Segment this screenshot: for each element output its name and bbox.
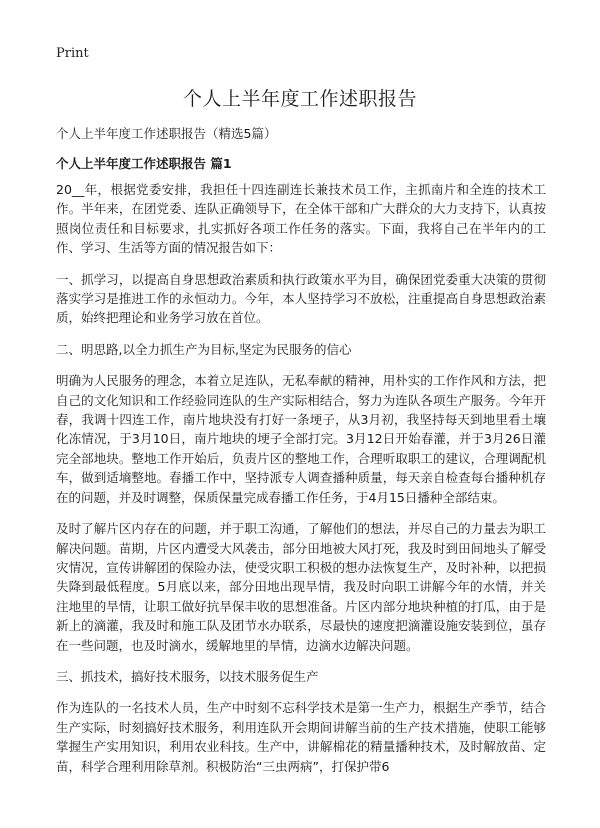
document-title: 个人上半年度工作述职报告 bbox=[182, 88, 417, 110]
paragraph-problems: 及时了解片区内存在的问题，并于职工沟通，了解他们的想法，并尽自己的力量去为职工解决问题。苗期，片区内遭受大风袭击，部分田地被大风打死，我及时到田间地头了解受灾情况，宣传讲解团的保险办法，使受灾职工积极的想办法恢复生产，及时补种，以把损失降到最低程度。5月底以来，部分田地出现旱情，我及时向职工讲解今年的水情，并关注地里的旱情，让职工做好抗旱保丰收的思想准备。片区内部分地块种植的打瓜，由于是新上的滴灌，我及时和施工队及团节水办联系，尽最快的速度把滴灌设施安装到位，虽存在一些问题，也及时滴水，缓解地里的旱情，边滴水边解决问题。 bbox=[56, 521, 546, 653]
print-label: Print bbox=[56, 46, 89, 61]
paragraph-intro: 20__年，根据党委安排，我担任十四连副连长兼技术员工作，主抓南片和全连的技术工作。半年来，在团党委、连队正确领导下，在全体干部和广大群众的大力支持下，认真按照岗位责任和目标要求，扎实抓好各项工作任务的落实。下面，我将自己在半年内的工作、学习、生活等方面的情况报告如下： bbox=[56, 182, 546, 256]
paragraph-study: 一、抓学习，以提高自身思想政治素质和执行政策水平为目，确保团党委重大决策的贯彻落实学习是推进工作的永恒动力。今年，本人坚持学习不放松，注重提高自身思想政治素质，始终把理论和业务学习放在首位。 bbox=[56, 271, 546, 326]
paragraph-heading-two: 二、明思路,以全力抓生产为目标,坚定为民服务的信心 bbox=[56, 341, 352, 357]
document-subtitle: 个人上半年度工作述职报告（精选5篇） bbox=[56, 126, 277, 141]
document-body bbox=[56, 180, 546, 788]
paragraph-service: 明确为人民服务的理念，本着立足连队，无私奉献的精神，用朴实的工作作风和方法，把自己的文化知识和工作经验同连队的生产实际相结合，努力为连队各项生产服务。今年开春，我调十四连工作，南片地块没有打好一条埂子，从3月初，我坚持每天到地里看土壤化冻情况，于3月10日，南片地块的埂子全部打完。3月12日开始春灌，并于3月26日灌完全部地块。整地工作开始后，负责片区的整地工作，合理听取职工的建议，合理调配机车，做到适墒整地。春播工作中，坚持派专人调查播种质量，每天亲自检查每台播种机存在的问题，并及时调整，保质保量完成春播工作任务，于4月15日播种全部结束。 bbox=[56, 373, 546, 505]
paragraph-heading-three: 三、抓技术，搞好技术服务，以技术服务促生产 bbox=[56, 668, 319, 684]
paragraph-technology: 作为连队的一名技术人员，生产中时刻不忘科学技术是第一生产力，根据生产季节，结合生产实际，时刻搞好技术服务，利用连队开会期间讲解当前的生产技术措施，使职工能够掌握生产实用知识，利用农业科技。生产中，讲解棉花的精量播种技术，及时解放苗、定苗，科学合理利用除草剂。积极防治“三虫两病”，打保护带6 bbox=[56, 700, 546, 774]
section-heading: 个人上半年度工作述职报告 篇1 bbox=[56, 156, 232, 171]
